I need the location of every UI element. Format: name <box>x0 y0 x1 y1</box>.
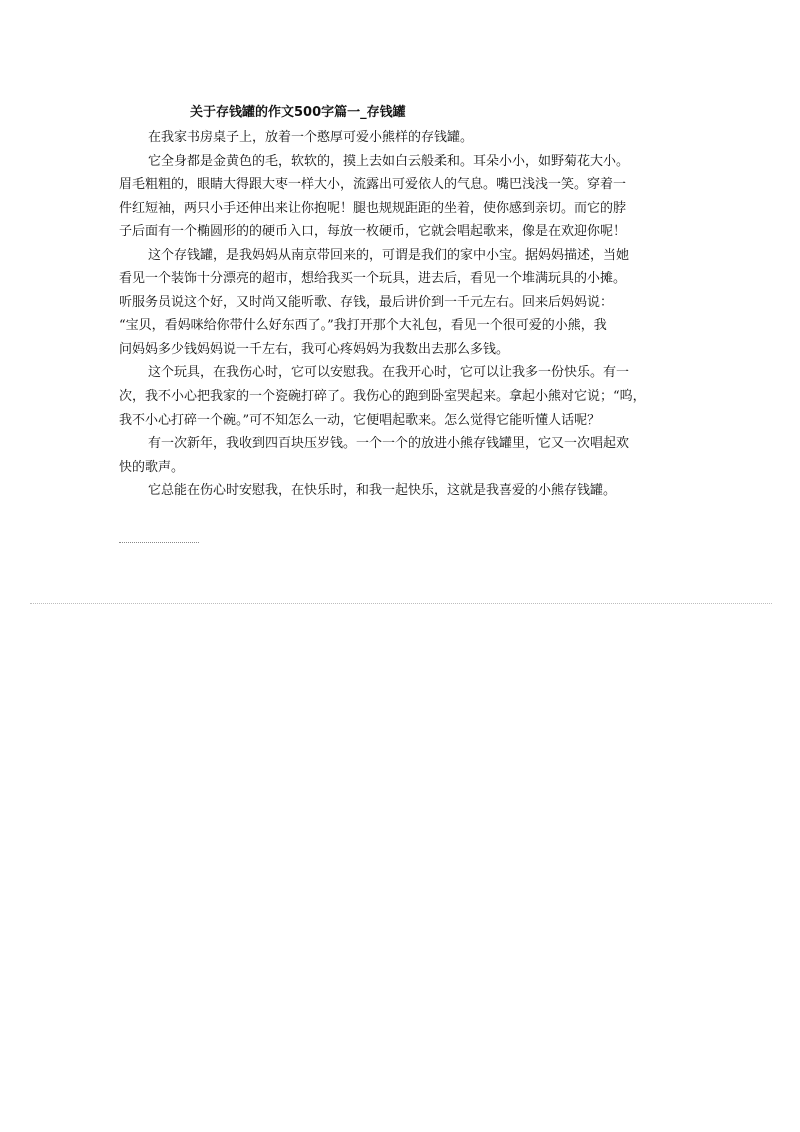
text-line: 听服务员说这个好，又时尚又能听歌、存钱，最后讲价到一千元左右。回来后妈妈说： <box>119 294 614 310</box>
text-line: “宝贝，看妈咪给你带什么好东西了。”我打开那个大礼包，看见一个很可爱的小熊，我 <box>119 318 607 334</box>
end-marker-rule <box>119 542 199 543</box>
text-line: 它总能在伤心时安慰我，在快乐时，和我一起快乐，这就是我喜爱的小熊存钱罐。 <box>148 483 617 499</box>
text-line: 有一次新年，我收到四百块压岁钱。一个一个的放进小熊存钱罐里，它又一次唱起欢 <box>148 436 630 452</box>
text-line: 问妈妈多少钱妈妈说一千左右，我可心疼妈妈为我数出去那么多钱。 <box>119 341 510 357</box>
text-line: 这个存钱罐，是我妈妈从南京带回来的，可谓是我们的家中小宝。据妈妈描述，当她 <box>148 247 630 263</box>
text-line: 这个玩具，在我伤心时，它可以安慰我。在我开心时，它可以让我多一份快乐。有一 <box>148 365 630 381</box>
text-line: 看见一个装饰十分漂亮的超市，想给我买一个玩具，进去后，看见一个堆满玩具的小摊。 <box>119 271 627 287</box>
text-line: 眉毛粗粗的，眼睛大得跟大枣一样大小，流露出可爱依人的气息。嘴巴浅浅一笑。穿着一 <box>119 177 627 193</box>
text-line: 在我家书房桌子上，放着一个憨厚可爱小熊样的存钱罐。 <box>148 130 474 145</box>
page-divider <box>30 603 772 604</box>
text-line: 次，我不小心把我家的一个瓷碗打碎了。我伤心的跑到卧室哭起来。拿起小熊对它说；“呜， <box>119 389 646 405</box>
text-line: 子后面有一个椭圆形的的硬币入口，每放一枚硬币，它就会唱起歌来，像是在欢迎你呢！ <box>119 224 627 240</box>
text-line: 快的歌声。 <box>119 459 185 475</box>
text-line: 我不小心打碎一个碗。”可不知怎么一动，它便唱起歌来。怎么觉得它能听懂人话呢？ <box>119 412 601 428</box>
essay-title: 关于存钱罐的作文500字篇一_存钱罐 <box>190 105 406 120</box>
text-line: 件红短袖，两只小手还伸出来让你抱呢！腿也规规距距的坐着，使你感到亲切。而它的脖 <box>119 200 627 216</box>
text-line: 它全身都是金黄色的毛，软软的，摸上去如白云般柔和。耳朵小小，如野菊花大小。 <box>148 153 630 169</box>
essay-body <box>119 126 671 503</box>
